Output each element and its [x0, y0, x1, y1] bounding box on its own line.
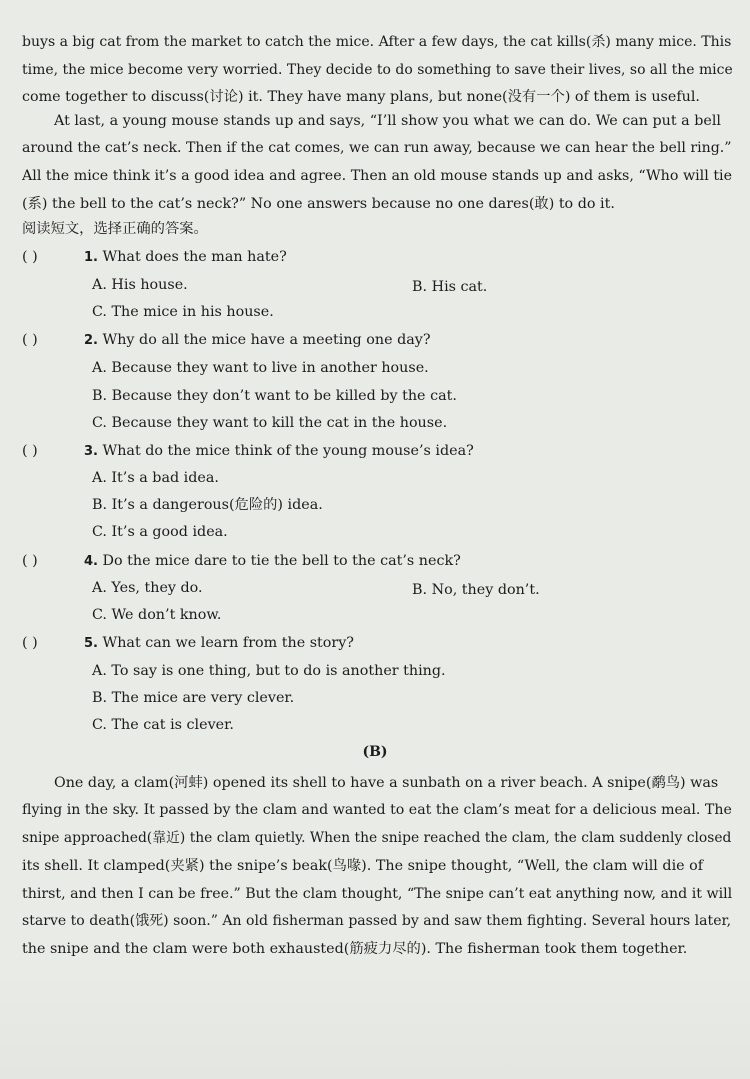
option: A. His house.	[92, 277, 188, 293]
passage-b-line: the snipe and the clam were both exhausted(筋疲力尽的). The fisherman took them together.	[22, 941, 688, 957]
question	[22, 330, 431, 351]
question	[22, 633, 354, 654]
question	[22, 441, 474, 462]
passage-a-line: All the mice think it’s a good idea and agree. Then an old mouse stands up and asks, “Who will tie	[22, 168, 733, 184]
question-text: Do the mice dare to tie the bell to the cat’s neck?	[102, 553, 461, 569]
passage-a-line: buys a big cat from the market to catch the mice. After a few days, the cat kills(杀) many mice. This	[22, 34, 732, 50]
question-text: What do the mice think of the young mouse’s idea?	[102, 443, 474, 459]
option: C. The mice in his house.	[92, 304, 274, 320]
question-text: Why do all the mice have a meeting one day?	[102, 332, 431, 348]
question-text: What does the man hate?	[102, 249, 287, 265]
option: B. Because they don’t want to be killed by the cat.	[92, 388, 457, 404]
passage-b-line: snipe approached(靠近) the clam quietly. When the snipe reached the clam, the clam suddenly closed	[22, 830, 732, 846]
passage-b-line: flying in the sky. It passed by the clam and wanted to eat the clam’s meat for a delicious meal. The	[22, 802, 732, 818]
question-number: 1.	[84, 250, 98, 265]
option: B. It’s a dangerous(危险的) idea.	[92, 497, 323, 513]
answer-blank[interactable]: ( )	[22, 332, 38, 348]
option: B. The mice are very clever.	[92, 690, 295, 706]
option: C. It’s a good idea.	[92, 524, 228, 540]
instruction: 阅读短文，选择正确的答案。	[22, 221, 208, 237]
option: C. We don’t know.	[92, 607, 222, 623]
option: A. To say is one thing, but to do is another thing.	[92, 663, 446, 679]
passage-b-line: thirst, and then I can be free.” But the clam thought, “The snipe can’t eat anything now, and it will	[22, 886, 733, 902]
passage-a-line: time, the mice become very worried. They decide to do something to save their lives, so all the mice	[22, 62, 733, 78]
option: C. Because they want to kill the cat in the house.	[92, 415, 448, 431]
option: A. Yes, they do.	[92, 580, 203, 596]
page-bottom-margin	[0, 975, 750, 1079]
section-heading: (B)	[362, 744, 388, 760]
answer-blank[interactable]: ( )	[22, 635, 38, 651]
question-text: What can we learn from the story?	[102, 635, 354, 651]
question-number: 2.	[84, 333, 98, 348]
passage-b-line: its shell. It clamped(夹紧) the snipe’s beak(鸟喙). The snipe thought, “Well, the clam will die of	[22, 858, 704, 874]
passage-b-line: One day, a clam(河蚌) opened its shell to have a sunbath on a river beach. A snipe(鹬鸟) was	[54, 775, 719, 791]
question-number: 4.	[84, 554, 98, 569]
passage-a-line: (系) the bell to the cat’s neck?” No one answers because no one dares(敢) to do it.	[22, 196, 615, 212]
passage-a-line: around the cat’s neck. Then if the cat comes, we can run away, because we can hear the bell ring.”	[22, 140, 732, 156]
option: A. It’s a bad idea.	[92, 470, 219, 486]
passage-b-line: starve to death(饿死) soon.” An old fisherman passed by and saw them fighting. Several hours later,	[22, 913, 732, 929]
question	[22, 551, 461, 572]
passage-a-line: At last, a young mouse stands up and says, “I’ll show you what we can do. We can put a bell	[54, 113, 721, 129]
question-number: 5.	[84, 636, 98, 651]
answer-blank[interactable]: ( )	[22, 553, 38, 569]
option: B. His cat.	[412, 279, 488, 295]
question-number: 3.	[84, 444, 98, 459]
question	[22, 247, 287, 268]
option: C. The cat is clever.	[92, 717, 234, 733]
answer-blank[interactable]: ( )	[22, 249, 38, 265]
answer-blank[interactable]: ( )	[22, 443, 38, 459]
option: B. No, they don’t.	[412, 582, 540, 598]
option: A. Because they want to live in another house.	[92, 360, 429, 376]
passage-a-line: come together to discuss(讨论) it. They have many plans, but none(没有一个) of them is useful.	[22, 89, 700, 105]
